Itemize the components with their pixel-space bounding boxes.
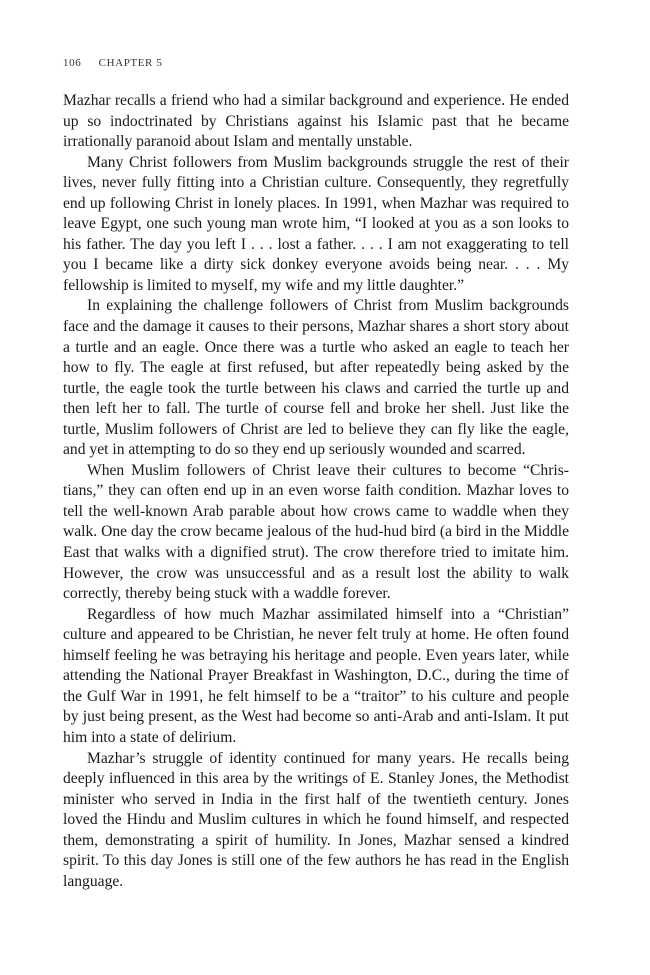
paragraph: Many Christ followers from Muslim backgrounds struggle the rest of their lives, never fully fitting into a Christian culture. Consequently, they regretfully end up following Christ in lonely places. In 1991, when Mazhar was required to leave Egypt, one such young man wrote him, “I looked at you as a son looks to his father. The day you left I . . . lost a father. . . . I am not exaggerating to tell you I became like a dirty sick donkey everyone avoids being near. . . . My fellowship is limited to myself, my wife and my little daughter.” — [63, 153, 569, 294]
paragraph: In explaining the challenge followers of Christ from Muslim backgrounds face and the damage it causes to their persons, Mazhar shares a short story about a turtle and an eagle. Once there was a turtle who asked an eagle to teach her how to fly. The eagle at first refused, but after repeatedly being asked by the turtle, the eagle took the turtle between his claws and carried the turtle up and then left her to fall. The turtle of course fell and broke her shell. Just like the turtle, Muslim followers of Christ are led to believe they can fly like the eagle, and yet in attempting to do so they end up seriously wounded and scarred. — [63, 297, 569, 459]
paragraph: Mazhar recalls a friend who had a similar background and experience. He ended up so indoctrinated by Christians against his Islamic past that he became irrationally paranoid about Islam and mentally unstable. — [63, 92, 569, 151]
paragraph: Regardless of how much Mazhar assimilated himself into a “Christian” culture and appeared to be Christian, he never felt truly at home. He often found himself feeling he was betraying his heritage and people. Even years later, while attending the National Prayer Breakfast in Washington, D.C., during the time of the Gulf War in 1991, he felt himself to be a “traitor” to his culture and people by just being present, as the West had become so anti-Arab and anti-Islam. It put him into a state of delirium. — [63, 605, 569, 746]
paragraph: Mazhar’s struggle of identity continued for many years. He recalls being deeply influenced in this area by the writings of E. Stanley Jones, the Methodist minister who served in India in the first half of the twentieth century. Jones loved the Hindu and Muslim cultures in which he found himself, and respected them, demonstrating a spirit of humility. In Jones, Mazhar sensed a kindred spirit. To this day Jones is still one of the few authors he has read in the English language. — [63, 749, 569, 890]
chapter-label: CHAPTER 5 — [98, 57, 163, 69]
running-head — [63, 57, 162, 69]
paragraph: When Muslim followers of Christ leave their cultures to become “Christians,” they can often end up in an even worse faith condition. Mazhar loves to tell the well-known Arab parable about how crows came to waddle when they walk. One day the crow became jealous of the hud-hud bird (a bird in the Middle East that walks with a dignified strut). The crow therefore tried to imitate him. However, the crow was unsuccessful and as a result lost the ability to walk correctly, thereby being stuck with a waddle forever. — [63, 461, 569, 603]
page-number: 106 — [63, 57, 82, 69]
body-text — [63, 91, 569, 892]
